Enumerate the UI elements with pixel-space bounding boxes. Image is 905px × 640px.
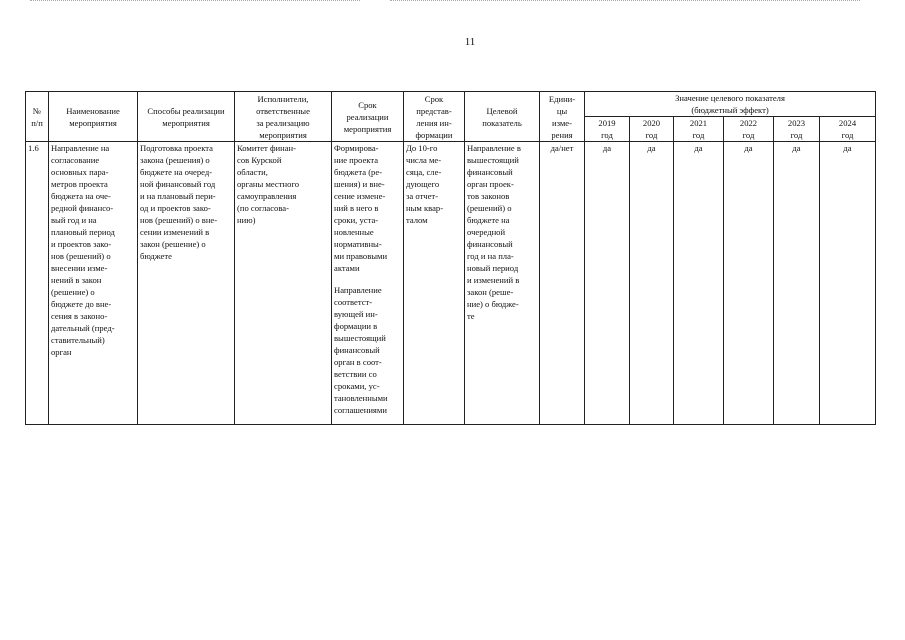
header-year-2022: 2022 год [724, 117, 774, 142]
cell-term-part2: Направление соответст- вующей ин- формации в вышестоящий финансовый орган в соот- ветствии со сроками, ус- тановленными соглашениями [334, 285, 388, 415]
table-row [26, 142, 876, 425]
header-term: Срок реализации мероприятия [332, 92, 404, 142]
header-activity-name: Наименование мероприятия [49, 92, 138, 142]
header-number: № п/п [26, 92, 49, 142]
cell-activity-name: Направление на согласование основных пара- метров проекта бюджета на оче- редной финансо- вый год и на плановый период и проектов зако- нов (решений) о внесении изме- нений в закон (решение) о бюджете до вне- сения в законо- дательный (пред- ставительный) орган [49, 142, 138, 425]
header-units: Едини- цы изме- рения [540, 92, 585, 142]
cell-executors: Комитет финан- сов Курской области, органы местного самоуправления (по согласова- нию) [235, 142, 332, 425]
cell-methods: Подготовка проекта закона (решения) о бюджете на очеред- ной финансовый год и на плановый пери- од и проектов зако- нов (решений) о вне- сении изменений в закон (решение) о бюджете [138, 142, 235, 425]
header-year-2023: 2023 год [774, 117, 820, 142]
header-info-term: Срок представ- ления ин- формации [404, 92, 465, 142]
cell-value-2021: да [674, 142, 724, 425]
header-methods: Способы реализации мероприятия [138, 92, 235, 142]
cell-term-part1: Формирова- ние проекта бюджета (ре- шения) и вне- сение измене- ний в него в сроки, уста- новленные нормативны- ми правовыми актами [334, 143, 388, 273]
header-year-2020: 2020 год [630, 117, 674, 142]
cell-number: 1.6 [26, 142, 49, 425]
cell-value-2022: да [724, 142, 774, 425]
header-executors: Исполнители, ответственные за реализацию мероприятия [235, 92, 332, 142]
cell-value-2019: да [585, 142, 630, 425]
cell-value-2024: да [820, 142, 876, 425]
header-year-2021: 2021 год [674, 117, 724, 142]
cell-value-2020: да [630, 142, 674, 425]
scan-edge-dots-right [390, 0, 860, 2]
header-year-2019: 2019 год [585, 117, 630, 142]
scan-edge-dots-left [30, 0, 360, 2]
cell-target-indicator: Направление в вышестоящий финансовый орган проек- тов законов (решений) о бюджете на очередной финансовый год и на пла- новый период и изменений в закон (реше- ние) о бюдже- те [465, 142, 540, 425]
cell-info-term: До 10-го числа ме- сяца, сле- дующего за отчет- ным квар- талом [404, 142, 465, 425]
cell-term [332, 142, 404, 425]
cell-units: да/нет [540, 142, 585, 425]
header-target-value-group: Значение целевого показателя (бюджетный эффект) [585, 92, 876, 117]
page-number: 11 [464, 36, 476, 48]
cell-value-2023: да [774, 142, 820, 425]
header-year-2024: 2024 год [820, 117, 876, 142]
activities-table [25, 91, 876, 425]
header-target-indicator: Целевой показатель [465, 92, 540, 142]
